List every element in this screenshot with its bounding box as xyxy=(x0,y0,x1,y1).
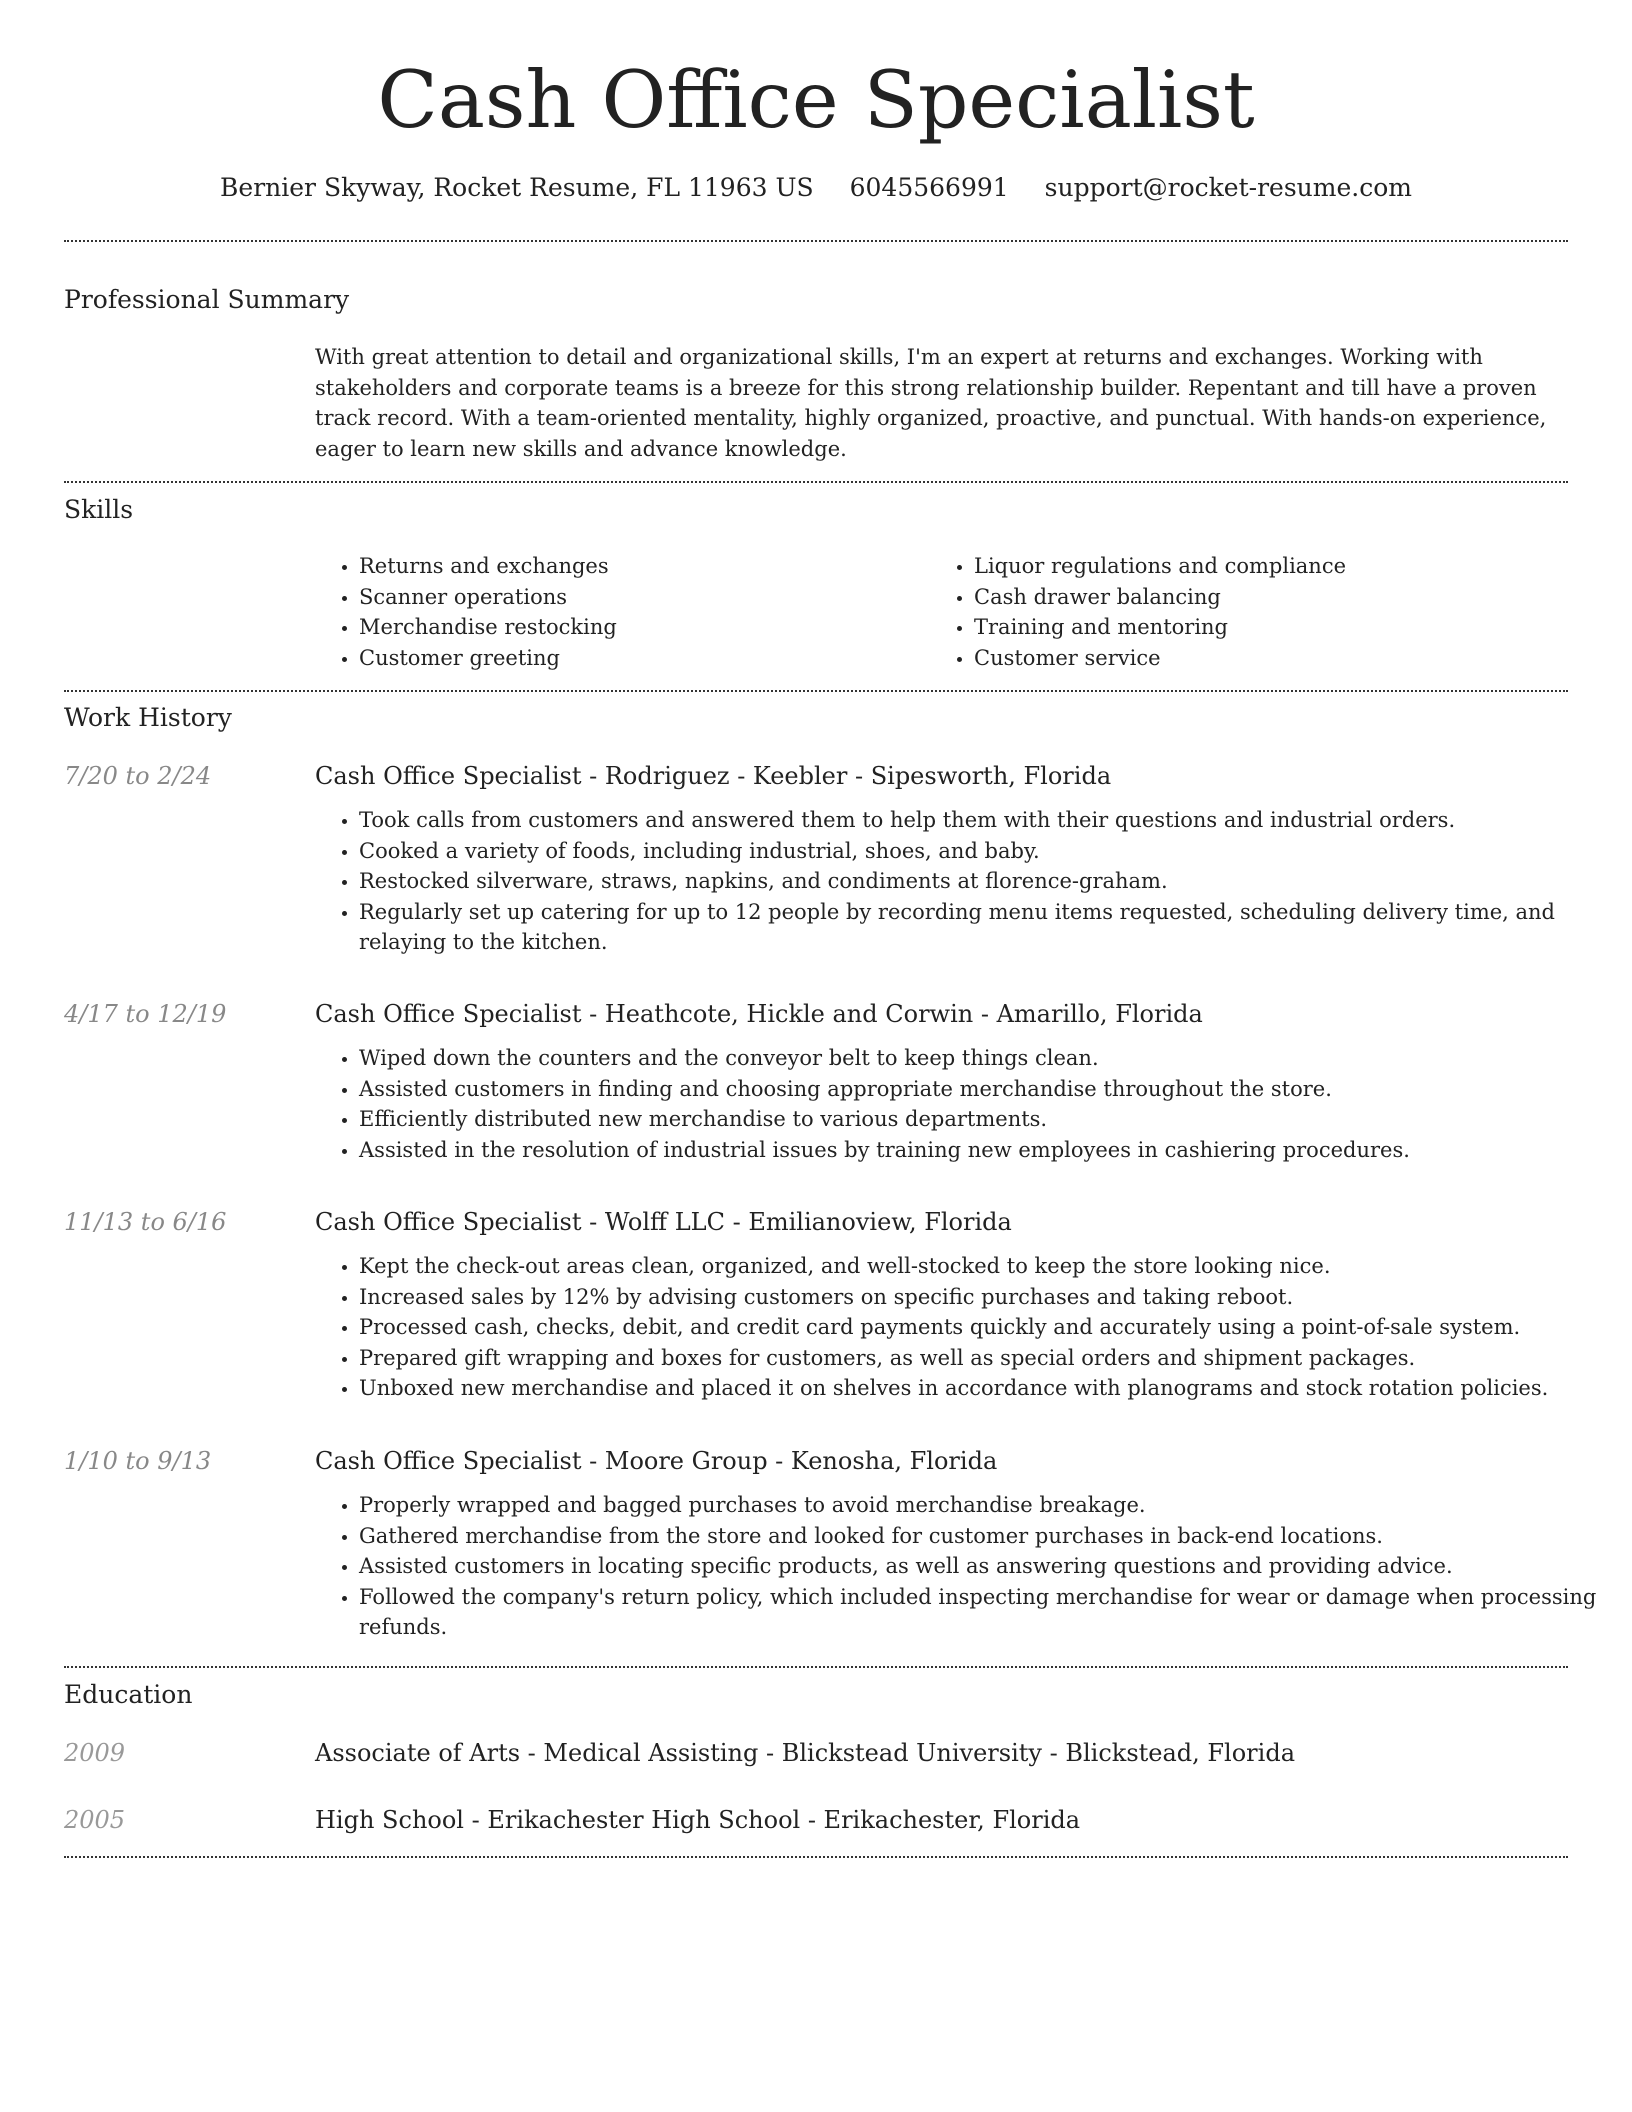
job-bullet: • Assisted customers in finding and choosing appropriate merchandise throughout the store. xyxy=(359,1074,1612,1105)
job-bullets xyxy=(315,805,1612,958)
job-bullet: • Regularly set up catering for up to 12 people by recording menu items requested, scheduling delivery time, and relaying to the kitchen. xyxy=(359,897,1612,958)
job-bullet: • Wiped down the counters and the conveyor belt to keep things clean. xyxy=(359,1043,1612,1074)
job-bullets xyxy=(315,1490,1612,1643)
skill-item: • Merchandise restocking xyxy=(359,612,879,643)
skills-list-left xyxy=(315,551,879,673)
divider xyxy=(64,690,1568,692)
section-heading-skills: Skills xyxy=(64,495,134,524)
education-year: 2005 xyxy=(64,1806,126,1834)
contact-email: support@rocket-resume.com xyxy=(1044,173,1412,202)
job-bullets xyxy=(315,1043,1612,1165)
job-bullet: • Gathered merchandise from the store and looked for customer purchases in back-end locations. xyxy=(359,1521,1612,1552)
job-bullet: • Prepared gift wrapping and boxes for customers, as well as special orders and shipment packages. xyxy=(359,1343,1612,1374)
divider xyxy=(64,1666,1568,1668)
skills-list-right xyxy=(930,551,1494,673)
divider xyxy=(64,1856,1568,1858)
job-title: Cash Office Specialist - Wolff LLC - Emilianoview, Florida xyxy=(315,1208,1012,1236)
skill-item: • Scanner operations xyxy=(359,582,879,613)
skill-item: • Customer greeting xyxy=(359,643,879,674)
job-bullets xyxy=(315,1251,1612,1404)
resume-name: Cash Office Specialist xyxy=(377,54,1255,146)
job-title: Cash Office Specialist - Rodriguez - Keebler - Sipesworth, Florida xyxy=(315,762,1112,790)
job-bullet: • Took calls from customers and answered them to help them with their questions and industrial orders. xyxy=(359,805,1612,836)
contact-address: Bernier Skyway, Rocket Resume, FL 11963 US xyxy=(220,173,814,202)
job-bullet: • Increased sales by 12% by advising customers on specific purchases and taking reboot. xyxy=(359,1282,1612,1313)
education-title: High School - Erikachester High School - Erikachester, Florida xyxy=(315,1806,1081,1834)
job-bullet: • Properly wrapped and bagged purchases to avoid merchandise breakage. xyxy=(359,1490,1612,1521)
job-bullet: • Assisted customers in locating specific products, as well as answering questions and providing advice. xyxy=(359,1551,1612,1582)
section-heading-summary: Professional Summary xyxy=(64,285,350,314)
job-bullet: • Kept the check-out areas clean, organized, and well-stocked to keep the store looking nice. xyxy=(359,1251,1612,1282)
divider xyxy=(64,240,1568,242)
job-dates: 11/13 to 6/16 xyxy=(64,1208,227,1236)
job-bullet: • Assisted in the resolution of industrial issues by training new employees in cashiering procedures. xyxy=(359,1135,1612,1166)
divider xyxy=(64,481,1568,483)
job-bullet: • Followed the company's return policy, which included inspecting merchandise for wear or damage when processing refunds. xyxy=(359,1582,1612,1643)
skill-item: • Cash drawer balancing xyxy=(974,582,1494,613)
job-title: Cash Office Specialist - Moore Group - Kenosha, Florida xyxy=(315,1447,998,1475)
skill-item: • Returns and exchanges xyxy=(359,551,879,582)
job-title: Cash Office Specialist - Heathcote, Hickle and Corwin - Amarillo, Florida xyxy=(315,1000,1203,1028)
summary-text: With great attention to detail and organizational skills, I'm an expert at returns and exchanges. Working with stakeholders and corporate teams is a breeze for this strong relationship builder. Repentant and till have a proven track record. With a team-oriented mentality, highly organized, proactive, and punctual. With hands-on experience, eager to learn new skills and advance knowledge. xyxy=(315,345,1547,461)
job-dates: 7/20 to 2/24 xyxy=(64,762,212,790)
job-dates: 4/17 to 12/19 xyxy=(64,1000,227,1028)
skill-item: • Liquor regulations and compliance xyxy=(974,551,1494,582)
contact-line xyxy=(64,170,1568,206)
section-heading-work: Work History xyxy=(64,703,232,732)
job-bullet: • Processed cash, checks, debit, and credit card payments quickly and accurately using a point-of-sale system. xyxy=(359,1312,1612,1343)
job-bullet: • Restocked silverware, straws, napkins, and condiments at florence-graham. xyxy=(359,866,1612,897)
section-heading-education: Education xyxy=(64,1680,193,1709)
job-bullet: • Efficiently distributed new merchandise to various departments. xyxy=(359,1104,1612,1135)
skill-item: • Customer service xyxy=(974,643,1494,674)
education-title: Associate of Arts - Medical Assisting - Blickstead University - Blickstead, Florida xyxy=(315,1739,1296,1767)
job-dates: 1/10 to 9/13 xyxy=(64,1447,212,1475)
job-bullet: • Cooked a variety of foods, including industrial, shoes, and baby. xyxy=(359,836,1612,867)
skill-item: • Training and mentoring xyxy=(974,612,1494,643)
contact-phone: 6045566991 xyxy=(849,173,1009,202)
job-bullet: • Unboxed new merchandise and placed it on shelves in accordance with planograms and stock rotation policies. xyxy=(359,1373,1612,1404)
education-year: 2009 xyxy=(64,1739,126,1767)
